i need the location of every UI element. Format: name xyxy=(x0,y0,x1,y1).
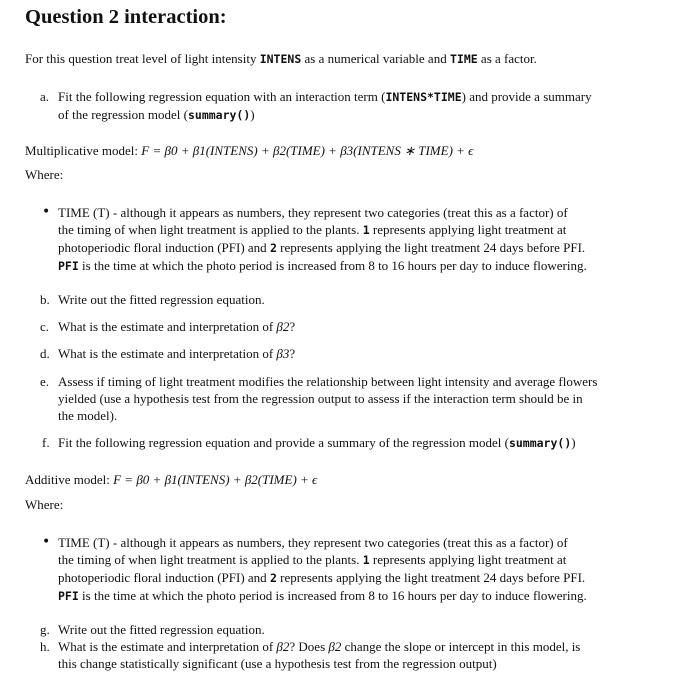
item-e-text-part: yielded (use a hypothesis test from the regression output to assess if the interaction term should be in xyxy=(58,391,583,406)
item-c-text-part: ? xyxy=(289,319,296,334)
item-a-text-part: Fit the following regression equation with an interaction term ( xyxy=(58,89,386,104)
bullet-text: photoperiodic floral induction (PFI) and xyxy=(58,570,270,585)
item-d-label: d. xyxy=(40,346,50,361)
item-h-text-part: ? Does xyxy=(289,639,329,654)
bullet-text: represents applying light treatment at xyxy=(369,222,567,237)
item-d-symbol: β3 xyxy=(276,346,290,361)
bullet-code: 2 xyxy=(269,241,277,255)
item-d-text-part: What is the estimate and interpretation of xyxy=(58,346,277,361)
where-label: Where: xyxy=(25,497,64,512)
item-f-code-summary: summary() xyxy=(508,436,572,450)
multiplicative-model-prefix: Multiplicative model: xyxy=(25,143,142,158)
item-e-text xyxy=(58,373,678,424)
item-c-text-part: What is the estimate and interpretation of xyxy=(58,319,277,334)
item-g-text: Write out the fitted regression equation. xyxy=(58,622,265,637)
item-e-text-part: the model). xyxy=(58,408,118,423)
bullet-code: 2 xyxy=(269,571,277,585)
where-label: Where: xyxy=(25,167,64,182)
bullet-text: TIME (T) - although it appears as numbers, they represent two categories (treat this as a factor) of xyxy=(58,205,568,220)
item-a-label: a. xyxy=(40,89,50,104)
item-h-symbol: β2 xyxy=(276,639,290,654)
item-e-label: e. xyxy=(40,374,50,389)
item-a-text-part: ) and provide a summary xyxy=(461,89,592,104)
item-h-text-part: this change statistically significant (use a hypothesis test from the regression output) xyxy=(58,656,497,671)
item-a-code-summary: summary() xyxy=(187,108,251,122)
multiplicative-model-equation: F = β0 + β1(INTENS) + β2(TIME) + β3(INTENS ∗ TIME) + ϵ xyxy=(141,143,474,158)
bullet-text: the timing of when light treatment is applied to the plants. xyxy=(58,222,360,237)
bullet-text: represents applying light treatment at xyxy=(369,552,567,567)
bullet-text: photoperiodic floral induction (PFI) and xyxy=(58,240,270,255)
item-h-symbol: β2 xyxy=(328,639,342,654)
additive-model xyxy=(25,471,317,488)
bullet-time-definition xyxy=(58,534,678,605)
item-b-label: b. xyxy=(40,292,50,307)
intro-code-intens: INTENS xyxy=(259,52,302,66)
intro-text: as a numerical variable and xyxy=(301,51,450,66)
item-f-text-part: ) xyxy=(571,435,576,450)
bullet-text: the timing of when light treatment is applied to the plants. xyxy=(58,552,360,567)
intro-paragraph xyxy=(25,50,537,68)
bullet-text: represents applying the light treatment 24 days before PFI. xyxy=(276,240,586,255)
item-h-text-part: change the slope or intercept in this model, is xyxy=(341,639,581,654)
item-h-text-part: What is the estimate and interpretation of xyxy=(58,639,277,654)
bullet-text: TIME (T) - although it appears as numbers, they represent two categories (treat this as a factor) of xyxy=(58,535,568,550)
item-c-text xyxy=(58,318,295,335)
bullet-text: is the time at which the photo period is increased from 8 to 16 hours per day to induce flowering. xyxy=(78,588,587,603)
bullet-code-pfi: PFI xyxy=(58,589,79,603)
bullet-dot: • xyxy=(42,204,51,220)
item-g-label: g. xyxy=(40,622,50,637)
question-title: Question 2 interaction: xyxy=(25,6,227,28)
additive-model-prefix: Additive model: xyxy=(25,472,114,487)
bullet-code: 1 xyxy=(362,223,370,237)
item-c-label: c. xyxy=(40,319,50,334)
item-d-text xyxy=(58,345,295,362)
item-a-code: INTENS*TIME xyxy=(385,90,462,104)
bullet-text: is the time at which the photo period is increased from 8 to 16 hours per day to induce flowering. xyxy=(78,258,587,273)
bullet-dot: • xyxy=(42,534,51,550)
intro-text: For this question treat level of light intensity xyxy=(25,51,260,66)
intro-text: as a factor. xyxy=(477,51,537,66)
item-e-text-part: Assess if timing of light treatment modifies the relationship between light intensity and average flowers xyxy=(58,374,598,389)
item-f-text xyxy=(58,434,576,452)
bullet-code-pfi: PFI xyxy=(58,259,79,273)
additive-model-equation: F = β0 + β1(INTENS) + β2(TIME) + ϵ xyxy=(113,472,318,487)
item-f-text-part: Fit the following regression equation and provide a summary of the regression model ( xyxy=(58,435,509,450)
intro-code-time: TIME xyxy=(449,52,478,66)
multiplicative-model xyxy=(25,142,473,159)
item-a-text-part: of the regression model ( xyxy=(58,107,188,122)
bullet-code: 1 xyxy=(362,553,370,567)
item-f-label: f. xyxy=(42,435,50,450)
item-h-label: h. xyxy=(40,639,50,654)
item-c-symbol: β2 xyxy=(276,319,290,334)
bullet-time-definition xyxy=(58,204,678,275)
item-a-text xyxy=(58,88,673,124)
item-b-text: Write out the fitted regression equation. xyxy=(58,292,265,307)
bullet-text: represents applying the light treatment 24 days before PFI. xyxy=(276,570,586,585)
item-h-text xyxy=(58,638,678,672)
item-d-text-part: ? xyxy=(289,346,296,361)
item-a-text-part: ) xyxy=(250,107,255,122)
